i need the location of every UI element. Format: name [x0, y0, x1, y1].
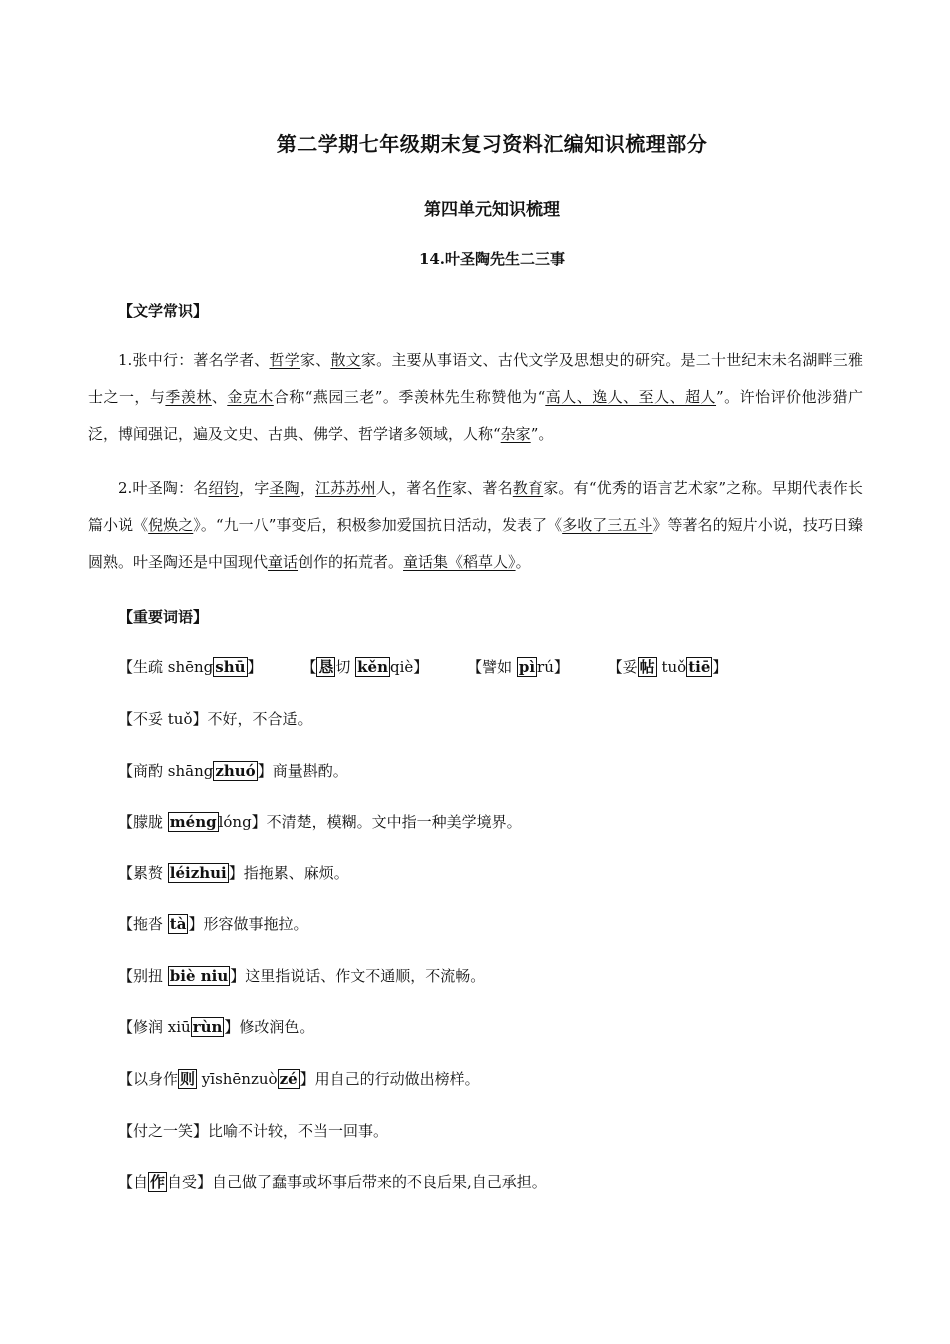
vocab-row-1 [118, 656, 727, 677]
vocab-item-bieniu: 【别扭 biè niu 】这里指说话、作文不通顺，不流畅。 [118, 967, 486, 985]
vocab-item-fuzhiyixiao: 【付之一笑】比喻不计较，不当一回事。 [118, 1122, 389, 1140]
document-title: 第二学期七年级期末复习资料汇编知识梳理部分 [276, 132, 708, 156]
vocab-item-menglong: 【朦胧 méng lóng】不清楚，模糊。文中指一种美学境界。 [118, 813, 522, 831]
literature-heading: 【文学常识】 [118, 302, 209, 320]
vocab-item-zizuozishou: 【自 作 自受】自己做了蠢事或坏事后带来的不良后果,自己承担。 [118, 1173, 547, 1191]
vocab-item-butuo: 【不妥 tuǒ】不好，不合适。 [118, 710, 313, 728]
vocab-item-shengshu: 【生疏 shēng shū 】 [118, 658, 263, 676]
vocab-item-leizhui: 【累赘 léizhui 】指拖累、麻烦。 [118, 864, 349, 882]
vocab-item-tuota: 【拖沓 tà 】形容做事拖拉。 [118, 915, 309, 933]
literature-paragraph-1: 1.张中行：著名学者、哲学家、散文家。主要从事语文、古代文学及思想史的研究。是二十世纪末未名湖畔三雅士之一，与季羡林、金克木合称“燕园三老”。季羡林先生称赞他为“高人、逸人、至人、超人”。许怡评价他涉猎广泛，博闻强记，遍及文史、古典、佛学、哲学诸多领域，人称“杂家”。 [88, 351, 863, 443]
vocab-heading: 【重要词语】 [118, 608, 209, 626]
vocab-item-piru: 【譬如 pì rú】 [467, 658, 569, 676]
lesson-heading: 14.叶圣陶先生二三事 [418, 250, 566, 268]
vocab-item-yishenzuoze: 【以身作 则 yīshēnzuò zé 】用自己的行动做出榜样。 [118, 1070, 480, 1088]
vocab-item-xiurun: 【修润 xiū rùn 】修改润色。 [118, 1018, 315, 1036]
vocab-item-tuotie: 【妥 帖 tuǒ tiē 】 [607, 658, 728, 676]
unit-heading: 第四单元知识梳理 [424, 200, 560, 220]
vocab-item-shangzhuo: 【商酌 shāng zhuó 】商量斟酌。 [118, 762, 348, 780]
vocab-item-kenqie: 【 恳 切 kěn qiè】 [301, 658, 429, 676]
literature-paragraph-2: 2.叶圣陶：名绍钧，字圣陶，江苏苏州人，著名作家、著名教育家。有“优秀的语言艺术家”之称。早期代表作长篇小说《倪焕之》。“九一八”事变后，积极参加爱国抗日活动，发表了《多收了三五斗》等著名的短片小说，技巧日臻圆熟。叶圣陶还是中国现代童话创作的拓荒者。童话集《稻草人》。 [88, 479, 863, 571]
